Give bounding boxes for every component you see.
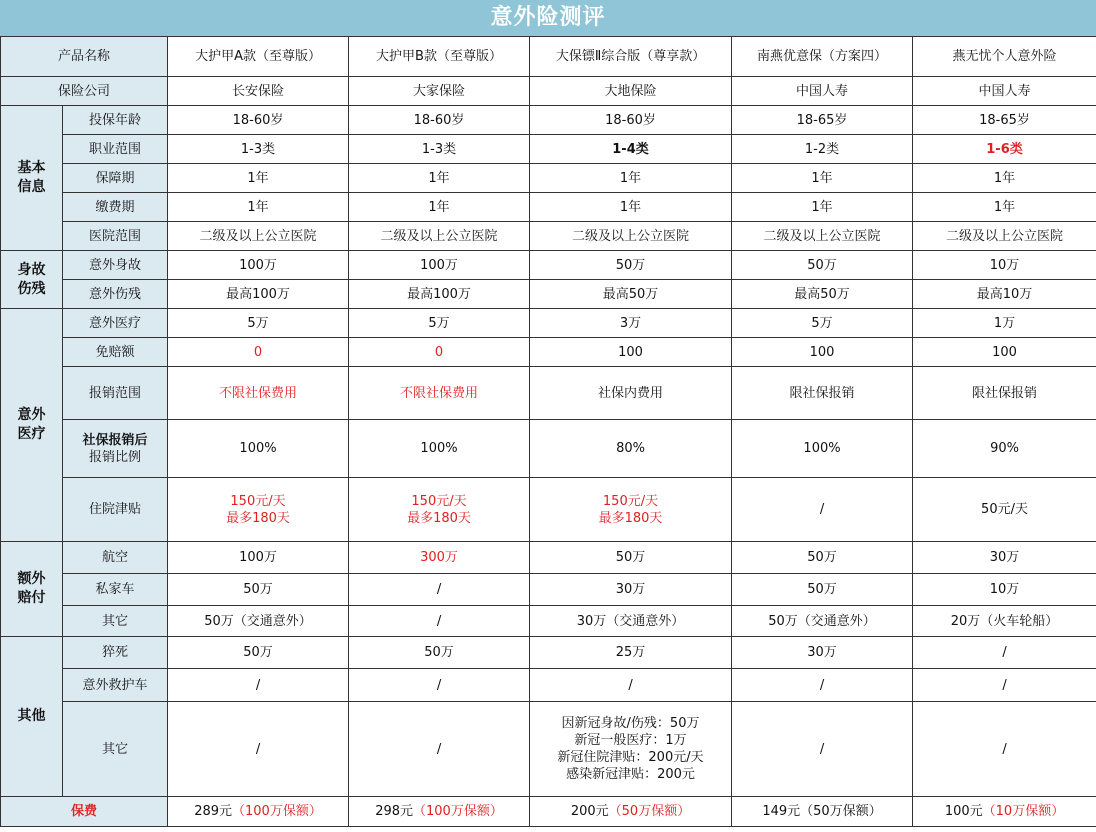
value-cell-highlight: 不限社保费用 [168,367,349,420]
value-cell: / [349,702,530,797]
allowance-line1: 150元/天 [230,493,286,509]
value-cell: 5万 [168,309,349,338]
value-cell: 最高100万 [349,280,530,309]
value-cell-highlight: 0 [168,338,349,367]
allowance-line2: 最多180天 [226,510,290,526]
value-cell: 1年 [530,164,732,193]
product-name-row [1,37,1096,77]
covid-cell [530,702,732,797]
value-cell: 社保内费用 [530,367,732,420]
value-cell: 1年 [349,193,530,222]
value-cell: 50万 [168,574,349,606]
value-cell: / [913,637,1096,669]
value-cell: 1万 [913,309,1096,338]
allowance-line1: 150元/天 [411,493,467,509]
row-label: 其它 [63,606,168,637]
value-cell: 二级及以上公立医院 [530,222,732,251]
value-cell: 30万 [732,637,913,669]
covid-line: 感染新冠津贴：200元 [566,767,695,782]
company-cell: 中国人寿 [913,77,1096,106]
product-name-cell: 大护甲B款（至尊版） [349,37,530,77]
value-cell: 10万 [913,574,1096,606]
value-cell: 1年 [168,193,349,222]
value-cell: / [168,669,349,702]
comparison-table [0,36,1096,827]
fee-price: 200元 [570,804,609,819]
row-label: 免赔额 [63,338,168,367]
row-label: 医院范围 [63,222,168,251]
value-cell: 18-65岁 [732,106,913,135]
value-cell: 50万（交通意外） [168,606,349,637]
fee-row [1,797,1096,827]
value-cell: / [168,702,349,797]
value-cell-highlight: 0 [349,338,530,367]
value-cell: 限社保报销 [732,367,913,420]
value-cell: 30万（交通意外） [530,606,732,637]
period-row [1,164,1096,193]
value-cell: 25万 [530,637,732,669]
company-cell: 大家保险 [349,77,530,106]
row-label: 缴费期 [63,193,168,222]
value-cell: 50万 [349,637,530,669]
value-cell: 50万 [732,542,913,574]
ratio-row [1,420,1096,478]
category-others: 其他 [1,637,63,797]
row-label: 职业范围 [63,135,168,164]
ratio-label [63,420,168,478]
allowance-cell [530,478,732,542]
value-cell: / [913,669,1096,702]
value-cell: 最高100万 [168,280,349,309]
value-cell: 100 [530,338,732,367]
allowance-cell: / [732,478,913,542]
value-cell: 最高50万 [732,280,913,309]
value-cell-highlight: 1-6类 [913,135,1096,164]
row-label: 保障期 [63,164,168,193]
value-cell: 20万（火车轮船） [913,606,1096,637]
category-basic-info: 基本信息 [1,106,63,251]
value-cell: 限社保报销 [913,367,1096,420]
fee-cell [913,797,1096,827]
value-cell: 18-60岁 [349,106,530,135]
fee-cell [530,797,732,827]
value-cell: 18-60岁 [168,106,349,135]
row-label: 住院津贴 [63,478,168,542]
death-row [1,251,1096,280]
value-cell: 3万 [530,309,732,338]
allowance-line2: 最多180天 [598,510,663,526]
value-cell: 二级及以上公立医院 [913,222,1096,251]
fee-price: 149元 [762,804,801,819]
ambulance-row [1,669,1096,702]
row-label: 报销范围 [63,367,168,420]
fee-cell [168,797,349,827]
allowance-cell: 50元/天 [913,478,1096,542]
value-cell: 100 [732,338,913,367]
fee-cell [732,797,913,827]
value-cell: 18-65岁 [913,106,1096,135]
covid-line: 因新冠身故/伤残：50万 [561,716,700,731]
value-cell: / [530,669,732,702]
value-cell: 50万 [732,251,913,280]
company-cell: 长安保险 [168,77,349,106]
category-medical: 意外医疗 [1,309,63,542]
others-other-row [1,702,1096,797]
value-cell: 100万 [168,251,349,280]
value-cell: 1-2类 [732,135,913,164]
fee-price: 289元 [194,804,233,819]
product-name-cell: 大护甲A款（至尊版） [168,37,349,77]
row-label: 意外身故 [63,251,168,280]
allowance-line1: 150元/天 [602,493,659,509]
ratio-label-line2: 报销比例 [89,449,142,465]
deductible-row [1,338,1096,367]
allowance-row [1,478,1096,542]
value-cell: 最高50万 [530,280,732,309]
value-cell: / [349,669,530,702]
fee-coverage: （50万保额） [800,804,882,819]
company-cell: 大地保险 [530,77,732,106]
value-cell: 1年 [913,164,1096,193]
product-name-cell: 南燕优意保（方案四） [732,37,913,77]
value-cell: 1年 [732,193,913,222]
value-cell: 50万 [732,574,913,606]
fee-price: 100元 [944,804,983,819]
row-label: 投保年龄 [63,106,168,135]
value-cell: 1-4类 [530,135,732,164]
company-cell: 中国人寿 [732,77,913,106]
value-cell: 50万 [530,542,732,574]
value-cell: 100% [732,420,913,478]
value-cell: 1年 [732,164,913,193]
value-cell: 二级及以上公立医院 [732,222,913,251]
value-cell: 100% [349,420,530,478]
covid-line: 新冠住院津贴：200元/天 [557,750,704,765]
value-cell: 1年 [349,164,530,193]
scope-row [1,367,1096,420]
value-cell: 50万（交通意外） [732,606,913,637]
company-row [1,77,1096,106]
disability-row [1,280,1096,309]
value-cell: / [732,702,913,797]
fee-label: 保费 [1,797,168,827]
value-cell: 二级及以上公立医院 [168,222,349,251]
fee-cell [349,797,530,827]
value-cell-highlight: 不限社保费用 [349,367,530,420]
allowance-line2: 最多180天 [407,510,471,526]
value-cell: 100万 [168,542,349,574]
value-cell: 1年 [168,164,349,193]
age-row [1,106,1096,135]
value-cell: 二级及以上公立医院 [349,222,530,251]
extra-other-row [1,606,1096,637]
value-cell: / [913,702,1096,797]
medical-row [1,309,1096,338]
product-name-cell: 大保镖Ⅱ综合版（尊享款） [530,37,732,77]
company-label: 保险公司 [1,77,168,106]
product-name-cell: 燕无忧个人意外险 [913,37,1096,77]
value-cell: / [732,669,913,702]
covid-line: 新冠一般医疗：1万 [574,733,687,748]
value-cell: 50万 [168,637,349,669]
fee-price: 298元 [375,804,414,819]
car-row [1,574,1096,606]
value-cell: 1-3类 [349,135,530,164]
value-cell: 100% [168,420,349,478]
value-cell: 5万 [349,309,530,338]
value-cell: / [349,574,530,606]
value-cell: 100 [913,338,1096,367]
row-label: 其它 [63,702,168,797]
row-label: 猝死 [63,637,168,669]
row-label: 意外救护车 [63,669,168,702]
occupation-row [1,135,1096,164]
value-cell: 30万 [913,542,1096,574]
page-title: 意外险测评 [0,0,1096,37]
row-label: 意外医疗 [63,309,168,338]
allowance-cell [168,478,349,542]
aviation-row [1,542,1096,574]
allowance-cell [349,478,530,542]
sudden-death-row [1,637,1096,669]
value-cell: 18-60岁 [530,106,732,135]
payment-row [1,193,1096,222]
hospital-row [1,222,1096,251]
product-name-label: 产品名称 [1,37,168,77]
value-cell: 80% [530,420,732,478]
value-cell: 1年 [913,193,1096,222]
fee-coverage: （100万保额） [413,804,503,819]
row-label: 航空 [63,542,168,574]
value-cell: 1年 [530,193,732,222]
row-label: 意外伤残 [63,280,168,309]
value-cell: 90% [913,420,1096,478]
category-death-disability: 身故伤残 [1,251,63,309]
value-cell: 10万 [913,251,1096,280]
ratio-label-line1: 社保报销后 [82,432,148,448]
category-extra-payout: 额外赔付 [1,542,63,637]
value-cell: 30万 [530,574,732,606]
value-cell: / [349,606,530,637]
fee-coverage: （50万保额） [608,804,691,819]
fee-coverage: （100万保额） [232,804,322,819]
value-cell-highlight: 300万 [349,542,530,574]
value-cell: 最高10万 [913,280,1096,309]
value-cell: 1-3类 [168,135,349,164]
row-label: 私家车 [63,574,168,606]
fee-coverage: （10万保额） [982,804,1065,819]
value-cell: 5万 [732,309,913,338]
value-cell: 100万 [349,251,530,280]
value-cell: 50万 [530,251,732,280]
